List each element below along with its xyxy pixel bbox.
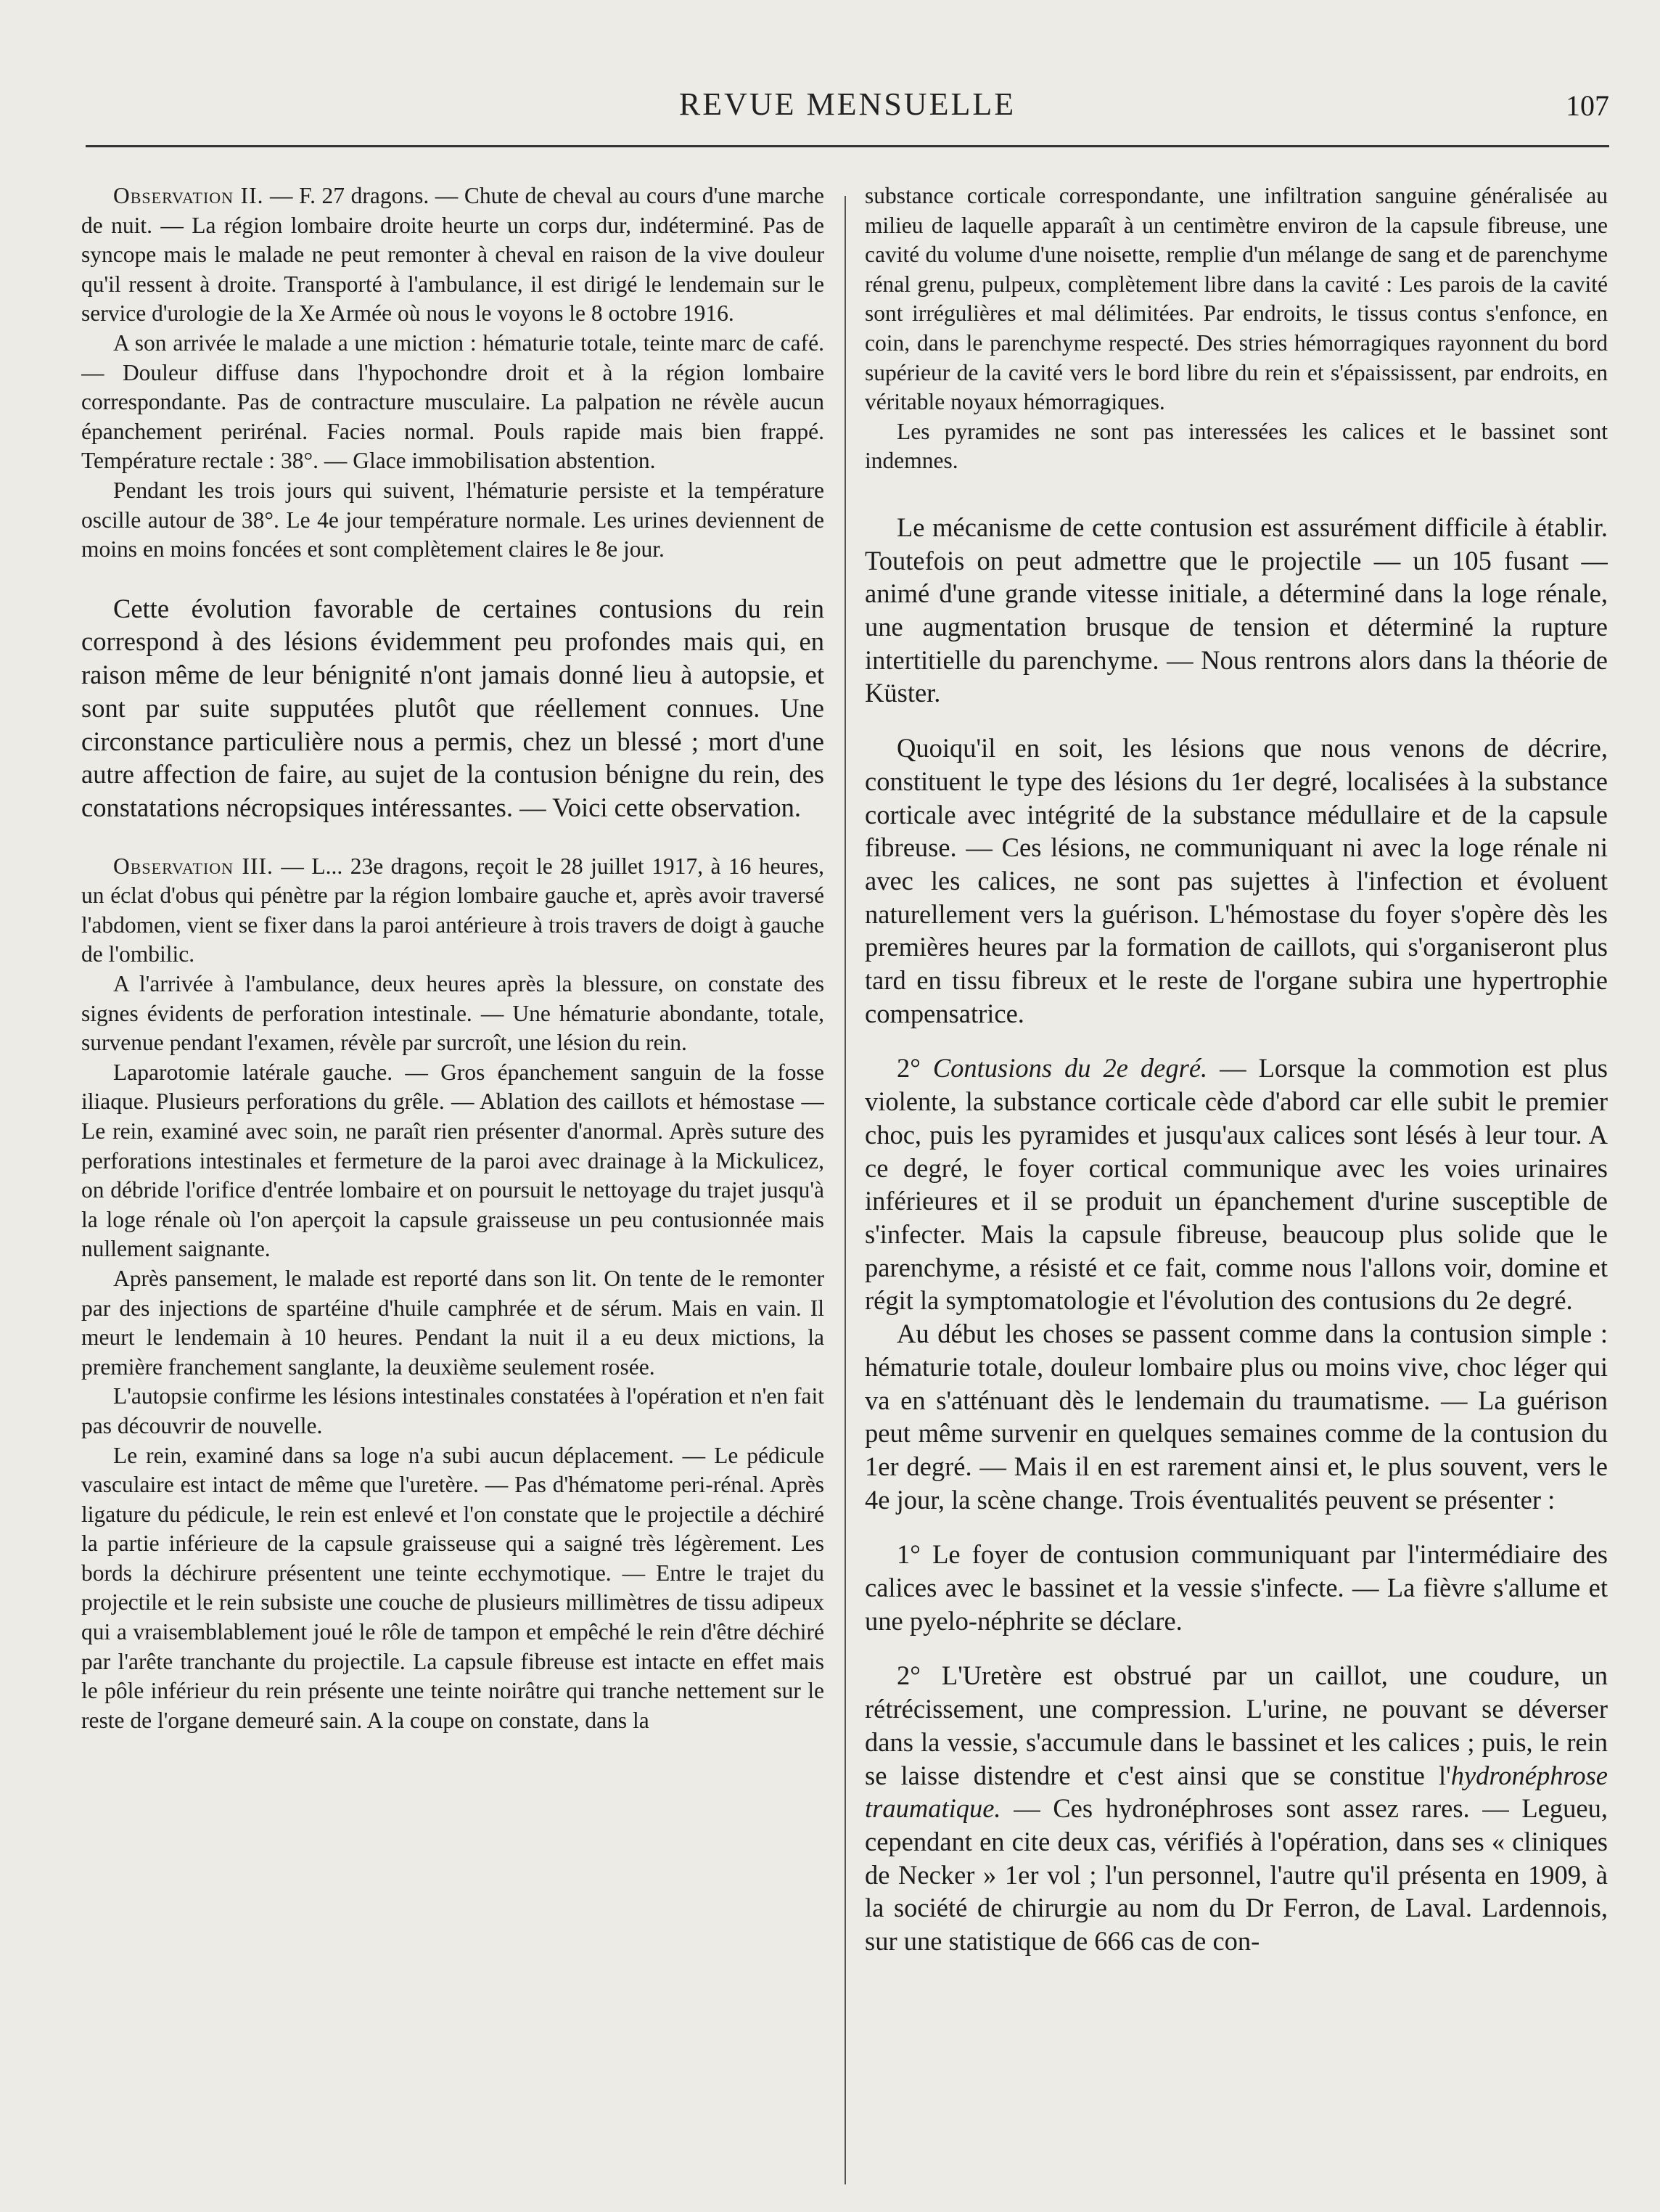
running-title: REVUE MENSUELLE: [678, 86, 1016, 122]
observation-3-paragraph: L'autopsie confirme les lésions intestinales constatées à l'opération et n'en fait pas découvrir de nouvelle.: [81, 1383, 824, 1438]
spacer: [865, 1030, 1608, 1052]
body-paragraph: Le mécanisme de cette contusion est assurément difficile à établir. Toutefois on peut admettre que le projectile — un 105 fusant — animé d'une grande vitesse initiale, a déterminé dans la loge rénale, une augmentation brusque de tension et déterminé la rupture intertitielle du parenchyme. — Nous rentrons alors dans la théorie de Küster.: [865, 512, 1608, 708]
page-header: [86, 86, 1609, 129]
observation-3-paragraph: Le rein, examiné dans sa loge n'a subi aucun déplacement. — Le pédicule vasculaire est intact de même que l'uretère. — Pas d'hématome peri-rénal. Après ligature du pédicule, le rein est enlevé et l'on constate que le projectile a déchiré la partie inférieure de la capsule graisseuse qui a saigné très légèrement. Les bords la déchirure présentent une teinte ecchymotique. — Entre le trajet du projectile et le rein subsiste une couche de plusieurs millimètres de tissu adipeux qui a vraisemblablement joué le rôle de tampon et empêché le rein d'être déchiré par l'arête tranchante du projectile. La capsule fibreuse est intacte en effet mais le pôle inférieur du rein présente une teinte noirâtre qui tranche nettement sur le reste de l'organe demeuré sain. A la coupe on constate, dans la: [81, 1442, 824, 1733]
section-text: — Lorsque la commotion est plus violente, la substance corticale cède d'abord car elle subit le premier choc, puis les pyramides et jusqu'aux calices sont lésés à leur tour. A ce degré, le foyer cortical communique avec les voies urinaires inférieures et il se produit un épanchement d'urine susceptible de s'infecter. Mais la capsule fibreuse, beaucoup plus solide que le parenchyme, a résisté et ce fait, comme nous l'allons voir, domine et régit la symptomatologie et l'évolution des contusions du 2e degré.: [865, 1053, 1608, 1316]
spacer: [865, 1637, 1608, 1659]
section-title: Contusions du 2e degré.: [932, 1053, 1208, 1084]
right-column: [865, 181, 1608, 2192]
observation-3-label: Observation III.: [113, 853, 274, 879]
spacer: [81, 824, 824, 852]
observation-2-text: — F. 27 dragons. — Chute de cheval au cours d'une marche de nuit. — La région lombaire droite heurte un corps dur, indéterminé. Pas de syncope mais le malade ne peut remonter à cheval en raison de la vive douleur qu'il ressent à droite. Transporté à l'ambulance, il est dirigé le lendemain sur le service d'urologie de la Xe Armée où nous le voyons le 8 octobre 1916.: [81, 183, 824, 327]
numbered-paragraph: [865, 1659, 1608, 1957]
section-number: 2°: [897, 1053, 933, 1084]
left-column: [81, 181, 824, 2192]
body-paragraph: Quoiqu'il en soit, les lésions que nous venons de décrire, constituent le type des lésions du 1er degré, localisées à la substance corticale avec intégrité de la substance médullaire et de la capsule fibreuse. — Ces lésions, ne communiquant ni avec la loge rénale ni avec les calices, ne sont pas sujettes à l'infection et évoluent naturellement vers la guérison. L'hémostase du foyer s'opère dès les premières heures par la formation de caillots, qui s'organiseront plus tard en tissu fibreux et le reste de l'organe subira une hypertrophie compensatrice.: [865, 733, 1608, 1028]
observation-3-paragraph: Les pyramides ne sont pas interessées les calices et le bassinet sont indemnes.: [865, 418, 1608, 474]
observation-3-continuation: substance corticale correspondante, une infiltration sanguine généralisée au milieu de laquelle apparaît à un centimètre environ de la capsule fibreuse, une cavité du volume d'une noisette, remplie d'un mélange de sang et de parenchyme rénal grenu, pulpeux, complètement libre dans la cavité : Les parois de la cavité sont irrégulières et mal délimitées. Par endroits, le tissus contus s'enfonce, en coin, dans le parenchyme respecté. Des stries hémorragiques rayonnent du bord supérieur de la cavité vers le bord libre du rein et s'épaississent, par endroits, en véritable noyaux hémorragiques.: [865, 183, 1608, 415]
observation-2-label: Observation II.: [113, 183, 264, 208]
paragraph-text: — Ces hydronéphroses sont assez rares. — Legueu, cependant en cite deux cas, vérifiés à l'opération, dans ses « cliniques de Necker » 1er vol ; l'un personnel, l'autre qu'il présenta en 1909, à la société de chirurgie au nom du Dr Ferron, de Laval. Lardennois, sur une statistique de 666 cas de con-: [865, 1793, 1608, 1957]
column-divider: [845, 196, 846, 2184]
observation-3-paragraph: A l'arrivée à l'ambulance, deux heures après la blessure, on constate des signes évidents de perforation intestinale. — Une hématurie abondante, totale, survenue pendant l'examen, révèle par surcroît, une lésion du rein.: [81, 971, 824, 1056]
numbered-paragraph: 1° Le foyer de contusion communiquant par l'intermédiaire des calices avec le bassinet et la vessie s'infecte. — La fièvre s'allume et une pyelo-néphrite se déclare.: [865, 1539, 1608, 1636]
observation-2-paragraph: A son arrivée le malade a une miction : hématurie totale, teinte marc de café. — Douleur diffuse dans l'hypochondre droit et à la région lombaire correspondante. Pas de contracture musculaire. La palpation ne révèle aucun épanchement perirénal. Facies normal. Pouls rapide mais bien frappé. Température rectale : 38°. — Glace immobilisation abstention.: [81, 329, 824, 474]
observation-3-intro: [81, 852, 824, 970]
observation-2-intro: [81, 181, 824, 329]
observation-3-paragraph: Après pansement, le malade est reporté dans son lit. On tente de le remonter par des injections de spartéine d'huile camphrée et de sérum. Mais en vain. Il meurt le lendemain à 10 heures. Pendant la nuit il a eu deux mictions, la première franchement sanglante, la deuxième seulement rosée.: [81, 1265, 824, 1380]
paragraph-text: 2° L'Uretère est obstrué par un caillot, une coudure, un rétrécissement, une compression. L'urine, ne pouvant se déverser dans la vessie, s'accumule dans le bassinet et les calices ; puis, le rein se laisse distendre et c'est ainsi que se constitue l': [865, 1660, 1608, 1790]
body-paragraph: Au début les choses se passent comme dans la contusion simple : hématurie totale, douleur lombaire plus ou moins vive, choc léger qui va en s'atténuant dès le lendemain du traumatisme. — La guérison peut même survenir en quelques semaines comme de la contusion du 1er degré. — Mais il en est rarement ainsi et, le plus souvent, vers le 4e jour, la scène change. Trois éventualités peuvent se présenter :: [865, 1319, 1608, 1515]
observation-3-paragraph: Laparotomie latérale gauche. — Gros épanchement sanguin de la fosse iliaque. Plusieurs perforations du grêle. — Ablation des caillots et hémostase — Le rein, examiné avec soin, ne paraît rien présenter d'anormal. Après suture des perforations intestinales et fermeture de la paroi avec drainage à la Mickulicez, on débride l'orifice d'entrée lombaire et on poursuit le nettoyage du trajet jusqu'à la loge rénale où l'on aperçoit la capsule graisseuse un peu contusionnée mais nullement saignante.: [81, 1059, 824, 1262]
spacer: [865, 1516, 1608, 1538]
body-paragraph: Cette évolution favorable de certaines contusions du rein correspond à des lésions évidemment peu profondes mais qui, en raison même de leur bénignité n'ont jamais donné lieu à autopsie, et sont par suite supputées plutôt que réellement connues. Une circonstance particulière nous a permis, chez un blessé ; mort d'une autre affection de faire, au sujet de la contusion bénigne du rein, des constatations nécropsiques intéressantes. — Voici cette observation.: [81, 593, 824, 822]
observation-2-paragraph: Pendant les trois jours qui suivent, l'hématurie persiste et la température oscille autour de 38°. Le 4e jour température normale. Les urines deviennent de moins en moins foncées et sont complètement claires le 8e jour.: [81, 477, 824, 562]
italic-term: hydronéphrose traumatique.: [865, 1760, 1608, 1824]
page-number: 107: [1566, 89, 1609, 122]
observation-3-text: — L... 23e dragons, reçoit le 28 juillet 1917, à 16 heures, un éclat d'obus qui pénètre par la région lombaire gauche et, après avoir traversé l'abdomen, vient se fixer dans la paroi antérieure à trois travers de doigt à gauche de l'ombilic.: [81, 853, 824, 967]
spacer: [865, 710, 1608, 732]
spacer: [81, 565, 824, 592]
header-rule: [86, 145, 1609, 147]
spacer: [865, 476, 1608, 511]
section-2nd-degree: [865, 1052, 1608, 1317]
